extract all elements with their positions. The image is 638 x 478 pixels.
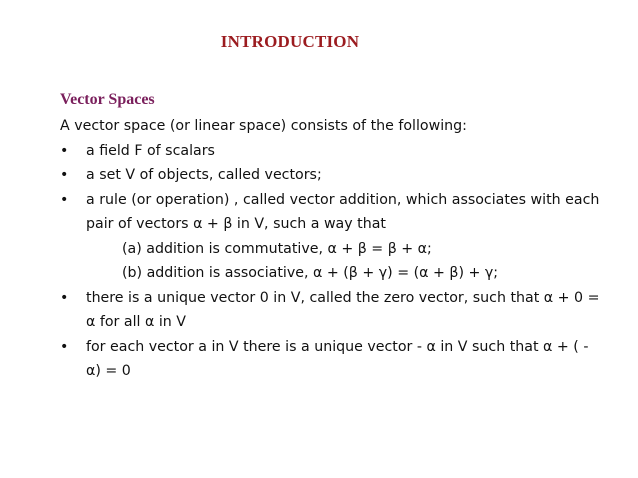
- intro-text: A vector space (or linear space) consists of the following:: [60, 118, 467, 134]
- bullet-item: • for each vector a in V there is a unique vector - α in V such that α + ( - α) = 0: [60, 335, 600, 384]
- sub-item: (a) addition is commutative, α + β = β + α;: [122, 240, 432, 257]
- bullet-item: • there is a unique vector 0 in V, called the zero vector, such that α + 0 = α for all α in V: [60, 286, 600, 335]
- bullet-item: • a field F of scalars: [60, 139, 600, 164]
- slide-body: [60, 114, 600, 384]
- bullet-item: • a set V of objects, called vectors;: [60, 163, 600, 188]
- sub-item: (b) addition is associative, α + (β + γ) = (α + β) + γ;: [122, 265, 499, 281]
- slide-title: INTRODUCTION: [220, 32, 360, 51]
- bullet-item: • a rule (or operation) , called vector addition, which associates with each pair of vectors α + β in V, such a way that: [60, 188, 600, 237]
- section-heading: Vector Spaces: [60, 91, 155, 108]
